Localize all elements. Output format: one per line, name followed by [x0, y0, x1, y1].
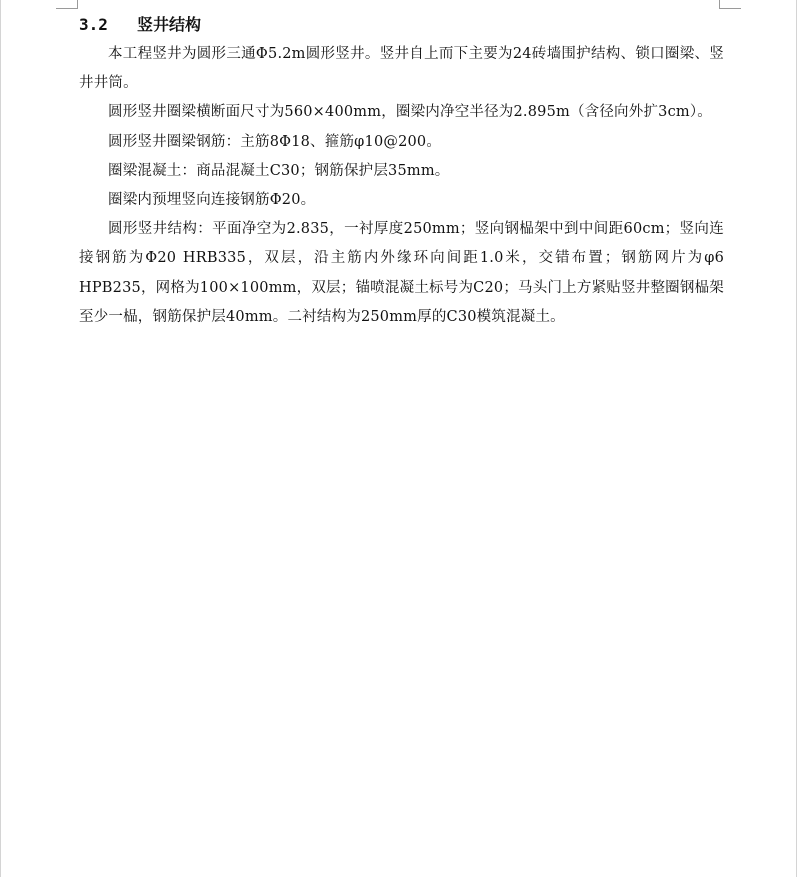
paragraph-ring-beam-dimensions: 圆形竖井圈梁横断面尺寸为560×400mm，圈梁内净空半径为2.895m（含径向外扩3cm）。: [108, 104, 713, 121]
header-crop-mark-left: [56, 8, 78, 9]
paragraph-ring-beam-rebar: 圆形竖井圈梁钢筋：主筋8Φ18、箍筋φ10@200。: [108, 133, 442, 150]
header-crop-mark-right: [719, 8, 741, 9]
section-title: 竖井结构: [137, 15, 202, 34]
header-crop-mark-right-vertical: [719, 0, 720, 9]
paragraph-shaft-structure: 圆形竖井结构：平面净空为2.835，一衬厚度250mm；竖向钢榀架中到中间距60cm；竖向连接钢筋为Φ20 HRB335，双层，沿主筋内外缘环向间距1.0米，交错布置；钢筋网片为φ6 HPB235，网格为100×100mm，双层；锚喷混凝土标号为C20；马头门上方紧贴竖井整圈钢榀架至少一榀，钢筋保护层40mm。二衬结构为250mm厚的C30模筑混凝土。: [79, 221, 724, 325]
section-number: 3.2: [79, 15, 108, 34]
paragraph-overview: 本工程竖井为圆形三通Φ5.2m圆形竖井。竖井自上而下主要为24砖墙围护结构、锁口圈梁、竖井井筒。: [79, 46, 724, 92]
header-crop-mark-left-vertical: [77, 0, 78, 9]
paragraph-embedded-rebar: 圈梁内预埋竖向连接钢筋Φ20。: [108, 192, 316, 209]
paragraph-ring-beam-concrete: 圈梁混凝土：商品混凝土C30；钢筋保护层35mm。: [108, 162, 450, 179]
document-body[interactable]: [79, 10, 724, 332]
section-heading: [79, 10, 724, 40]
